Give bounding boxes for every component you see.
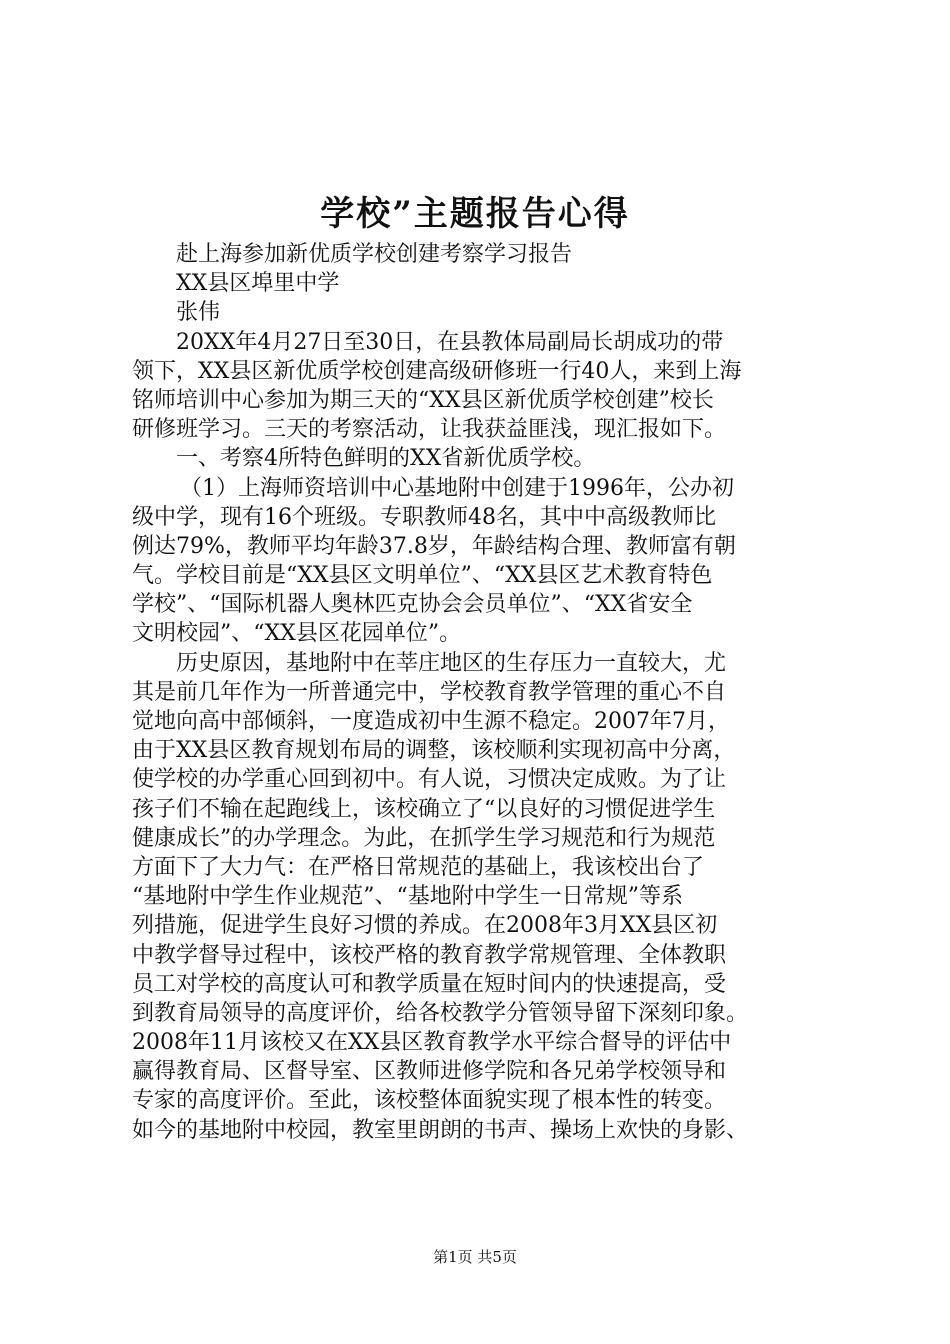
paragraph-line: 方面下了大力气：在严格日常规范的基础上，我该校出台了 — [132, 854, 705, 880]
page-number-footer: 第1页 共5页 — [433, 1248, 517, 1266]
paragraph-line: 孩子们不输在起跑线上，该校确立了“以良好的习惯促进学生 — [132, 796, 716, 822]
paragraph-line: 列措施，促进学生良好习惯的养成。在2008年3月XX县区初 — [132, 913, 718, 939]
paragraph-line: 级中学，现有16个班级。专职教师48名，其中中高级教师比 — [132, 504, 716, 530]
school-name: XX县区埠里中学 — [176, 271, 340, 297]
paragraph-line: 学校”、“国际机器人奥林匹克协会会员单位”、“XX省安全 — [132, 592, 693, 618]
paragraph-line: 如今的基地附中校园，教室里朗朗的书声、操场上欢快的身影、 — [132, 1117, 749, 1143]
paragraph-line: 历史原因，基地附中在莘庄地区的生存压力一直较大，尤 — [176, 650, 727, 676]
report-subtitle: 赴上海参加新优质学校创建考察学习报告 — [176, 242, 573, 267]
paragraph-line: 中教学督导过程中，该校严格的教育教学常规管理、全体教职 — [132, 942, 727, 968]
paragraph-line: 使学校的办学重心回到初中。有人说，习惯决定成败。为了让 — [132, 767, 727, 793]
paragraph-line: （1）上海师资培训中心基地附中创建于1996年，公办初 — [180, 475, 734, 501]
paragraph-line: 2008年11月该校又在XX县区教育教学水平综合督导的评估中 — [132, 1030, 732, 1056]
paragraph-line: 文明校园”、“XX县区花园单位”。 — [132, 621, 462, 647]
paragraph-line: 铭师培训中心参加为期三天的“XX县区新优质学校创建”校长 — [132, 387, 714, 413]
paragraph-line: “基地附中学生作业规范”、“基地附中学生一日常规”等系 — [132, 884, 683, 910]
paragraph-line: 专家的高度评价。至此，该校整体面貌实现了根本性的转变。 — [132, 1088, 727, 1114]
paragraph-line: 20XX年4月27日至30日，在县教体局副局长胡成功的带 — [176, 329, 724, 355]
paragraph-line: 员工对学校的高度认可和教学质量在短时间内的快速提高，受 — [132, 971, 727, 997]
paragraph-line: 由于XX县区教育规划布局的调整，该校顺利实现初高中分离， — [132, 738, 736, 764]
paragraph-line: 研修班学习。三天的考察活动，让我获益匪浅，现汇报如下。 — [132, 417, 727, 443]
document-title: 学校”主题报告心得 — [320, 194, 630, 234]
document-body — [132, 240, 848, 1145]
paragraph-line: 到教育局领导的高度评价，给各校教学分管领导留下深刻印象。 — [132, 1000, 749, 1026]
paragraph-line: 气。学校目前是“XX县区文明单位”、“XX县区艺术教育特色 — [132, 563, 713, 589]
paragraph-line: 例达79%，教师平均年龄37.8岁，年龄结构合理、教师富有朝 — [132, 533, 736, 559]
section-heading: 一、考察4所特色鲜明的XX省新优质学校。 — [176, 446, 596, 472]
paragraph-line: 健康成长”的办学理念。为此，在抓学生学习规范和行为规范 — [132, 825, 716, 851]
paragraph-line: 赢得教育局、区督导室、区教师进修学院和各兄弟学校领导和 — [132, 1059, 727, 1085]
paragraph-line: 其是前几年作为一所普通完中，学校教育教学管理的重心不自 — [132, 679, 727, 705]
paragraph-line: 觉地向高中部倾斜，一度造成初中生源不稳定。2007年7月， — [132, 709, 730, 734]
author-name: 张伟 — [176, 300, 221, 326]
paragraph-line: 领下，XX县区新优质学校创建高级研修班一行40人，来到上海 — [132, 358, 742, 384]
